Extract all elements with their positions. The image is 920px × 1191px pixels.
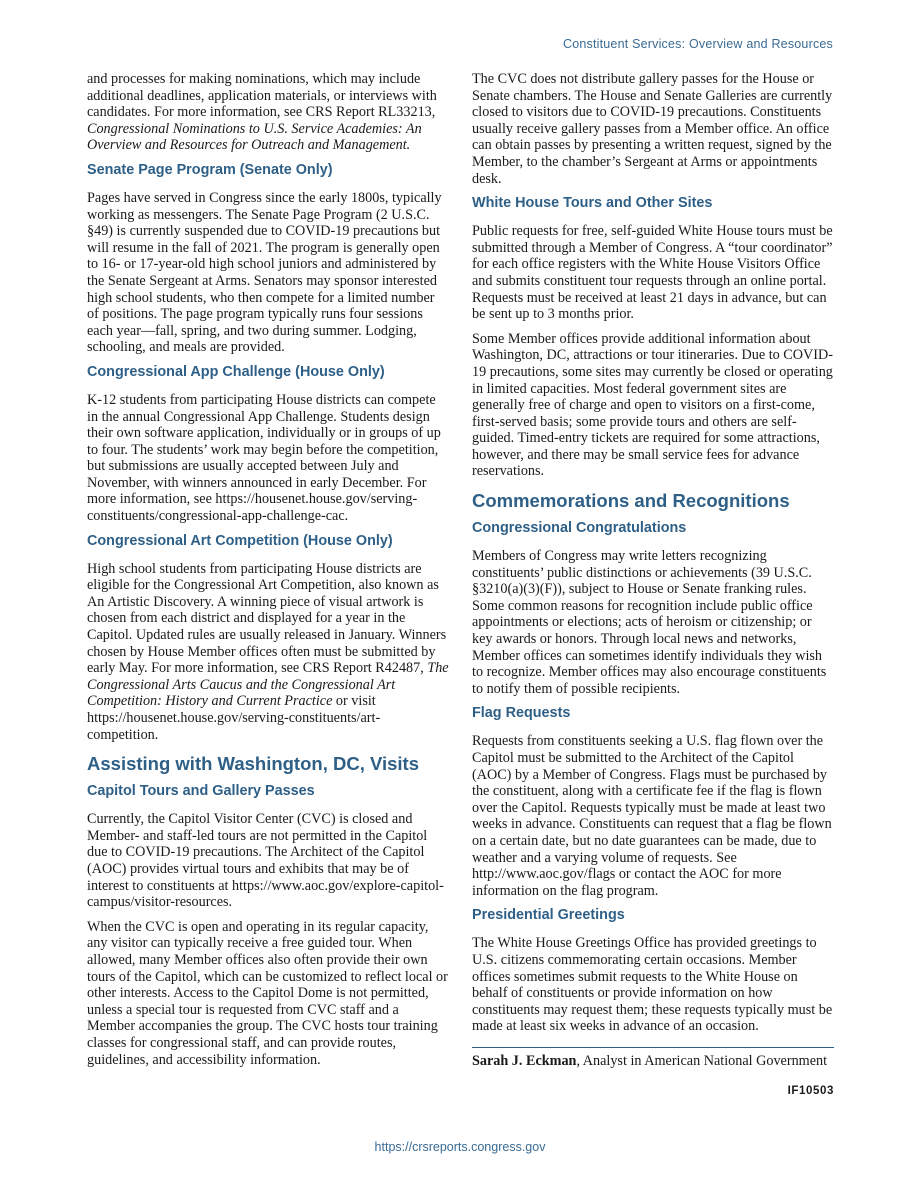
author-role: , Analyst in American National Government xyxy=(576,1052,828,1069)
other-sites-paragraph: Some Member offices provide additional information about Washington, DC, attractions or tour itineraries. Due to COVID-19 precautions, some sites may currently be closed or operating in limited capacities. Most federal government sites are generally free of charge and open to visitors on a first-come, first-served basis; some provide tours and others are self-guided. Timed-entry tickets are required for some attractions, however, and there may be small service fees for advance reservations. xyxy=(472,330,833,480)
author-line xyxy=(472,1053,834,1070)
author-name: Sarah J. Eckman xyxy=(472,1052,577,1069)
white-house-tours-paragraph: Public requests for free, self-guided White House tours must be submitted through a Member of Congress. A “tour coordinator” for each office registers with the White House Visitors Office and submits constituent tour requests through an online portal. Requests must be received at least 21 days in advance, but can be sent up to 3 months prior. xyxy=(472,223,833,323)
flag-requests-heading: Flag Requests xyxy=(472,705,571,722)
presidential-greetings-paragraph: The White House Greetings Office has provided greetings to U.S. citizens commemorating certain occasions. Member offices sometimes submit requests to the White House on behalf of constituents or provide information on how constituents may request them; these requests typically must be made at least six weeks in advance of an occasion. xyxy=(472,935,833,1035)
white-house-tours-heading: White House Tours and Other Sites xyxy=(472,195,713,212)
gallery-passes-paragraph: The CVC does not distribute gallery passes for the House or Senate chambers. The House and Senate Galleries are currently closed to visitors due to COVID-19 precautions. Constituents usually receive gallery passes from a Member office. An office can obtain passes by presenting a written request, signed by the Member, to the chamber’s Sergeant at Arms or appointments desk. xyxy=(472,71,833,187)
flag-requests-paragraph: Requests from constituents seeking a U.S. flag flown over the Capitol must be submitted to the Architect of the Capitol (AOC) by a Member of Congress. Flags must be purchased by the constituent, along with a certificate fee if the flag is flown over the Capitol. Requests typically must be made at least two weeks in advance. Constituents can request that a flag be flown on a certain date, but no date guarantees can be made, due to weather and a varying volume of requests. See http://www.aoc.gov/flags or contact the AOC for more information on the flag program. xyxy=(472,733,832,899)
report-id: IF10503 xyxy=(787,1084,834,1097)
author-block xyxy=(472,1047,834,1070)
left-column xyxy=(87,71,449,1076)
art-competition-heading: Congressional Art Competition (House Only) xyxy=(87,532,393,549)
commemorations-heading: Commemorations and Recognitions xyxy=(472,490,790,512)
right-column xyxy=(472,71,834,1097)
dc-visits-heading: Assisting with Washington, DC, Visits xyxy=(87,753,419,775)
senate-page-paragraph: Pages have served in Congress since the early 1800s, typically working as messengers. The Senate Page Program (2 U.S.C. §49) is currently suspended due to COVID-19 precautions but will resume in the fall of 2021. The program is generally open to 16- or 17-year-old high school juniors and administered by the Senate Sergeant at Arms. Senators may sponsor interested high school students, who then compete for a limited number of positions. The page program typically runs four sessions each year—fall, spring, and two during summer. Lodging, schooling, and meals are provided. xyxy=(87,189,442,356)
nominations-paragraph: and processes for making nominations, which may include additional deadlines, application materials, or interviews with candidates. For more information, see CRS Report RL33213, Congressional Nominations to U.S. Service Academies: An Overview and Resources for Outreach and Management. xyxy=(87,71,437,154)
cvc-paragraph: When the CVC is open and operating in its regular capacity, any visitor can typically receive a free guided tour. When allowed, many Member offices also often provide their own tours of the Capitol, which can be customized to reflect local or other interests. Access to the Capitol Dome is not permitted, unless a special tour is requested from CVC staff and a Member accompanies the group. The CVC hosts tour training classes for congressional staff, and can provide routes, guidelines, and accessibility information. xyxy=(87,918,448,1068)
report-title: The Congressional Arts Caucus and the Congressional Art Competition: History and Current Practice xyxy=(87,660,449,710)
senate-page-heading: Senate Page Program (Senate Only) xyxy=(87,161,333,178)
presidential-greetings-heading: Presidential Greetings xyxy=(472,907,625,924)
footer-url[interactable]: https://crsreports.congress.gov xyxy=(374,1140,546,1154)
capitol-tours-paragraph: Currently, the Capitol Visitor Center (CVC) is closed and Member- and staff-led tours are not permitted in the Capitol due to COVID-19 precautions. The Architect of the Capitol (AOC) provides virtual tours and exhibits that may be of interest to constituents at https://www.aoc.gov/explore-capitol-campus/visitor-resources. xyxy=(87,811,444,911)
congratulations-heading: Congressional Congratulations xyxy=(472,520,687,537)
app-challenge-heading: Congressional App Challenge (House Only) xyxy=(87,363,385,380)
congratulations-paragraph: Members of Congress may write letters recognizing constituents’ public distinctions or achievements (39 U.S.C. §3210(a)(3)(F)), subject to House or Senate franking rules. Some common reasons for recognition include public office appointments or elections; acts of heroism or citizenship; or key awards or honors. Through local news and networks, Member offices can sometimes identify individuals they wish to recognize. Member offices may also encourage constituents to notify them of possible recipients. xyxy=(472,548,827,697)
report-title: Congressional Nominations to U.S. Service Academies: An Overview and Resources for Outreach and Management. xyxy=(87,120,422,154)
app-challenge-paragraph: K-12 students from participating House districts can compete in the annual Congressional App Challenge. Students design their own software application, individually or in groups of up to four. The students’ work may begin before the competition, but submissions are usually accepted between July and November, with winners announced in early December. For more information, see https://housenet.house.gov/serving-constituents/congressional-app-challenge-cac. xyxy=(87,391,441,525)
capitol-tours-heading: Capitol Tours and Gallery Passes xyxy=(87,783,315,800)
art-competition-paragraph: High school students from participating House districts are eligible for the Congressional Art Competition, also known as An Artistic Discovery. A winning piece of visual artwork is chosen from each district and displayed for a year in the Capitol. Updated rules are usually released in January. Winners chosen by House Member offices often must be submitted by early May. For more information, see CRS Report R42487, The Congressional Arts Caucus and the Congressional Art Competition: History and Current Practice or visit https://housenet.house.gov/serving-constituents/art-competition. xyxy=(87,560,449,743)
running-header: Constituent Services: Overview and Resources xyxy=(562,37,833,51)
